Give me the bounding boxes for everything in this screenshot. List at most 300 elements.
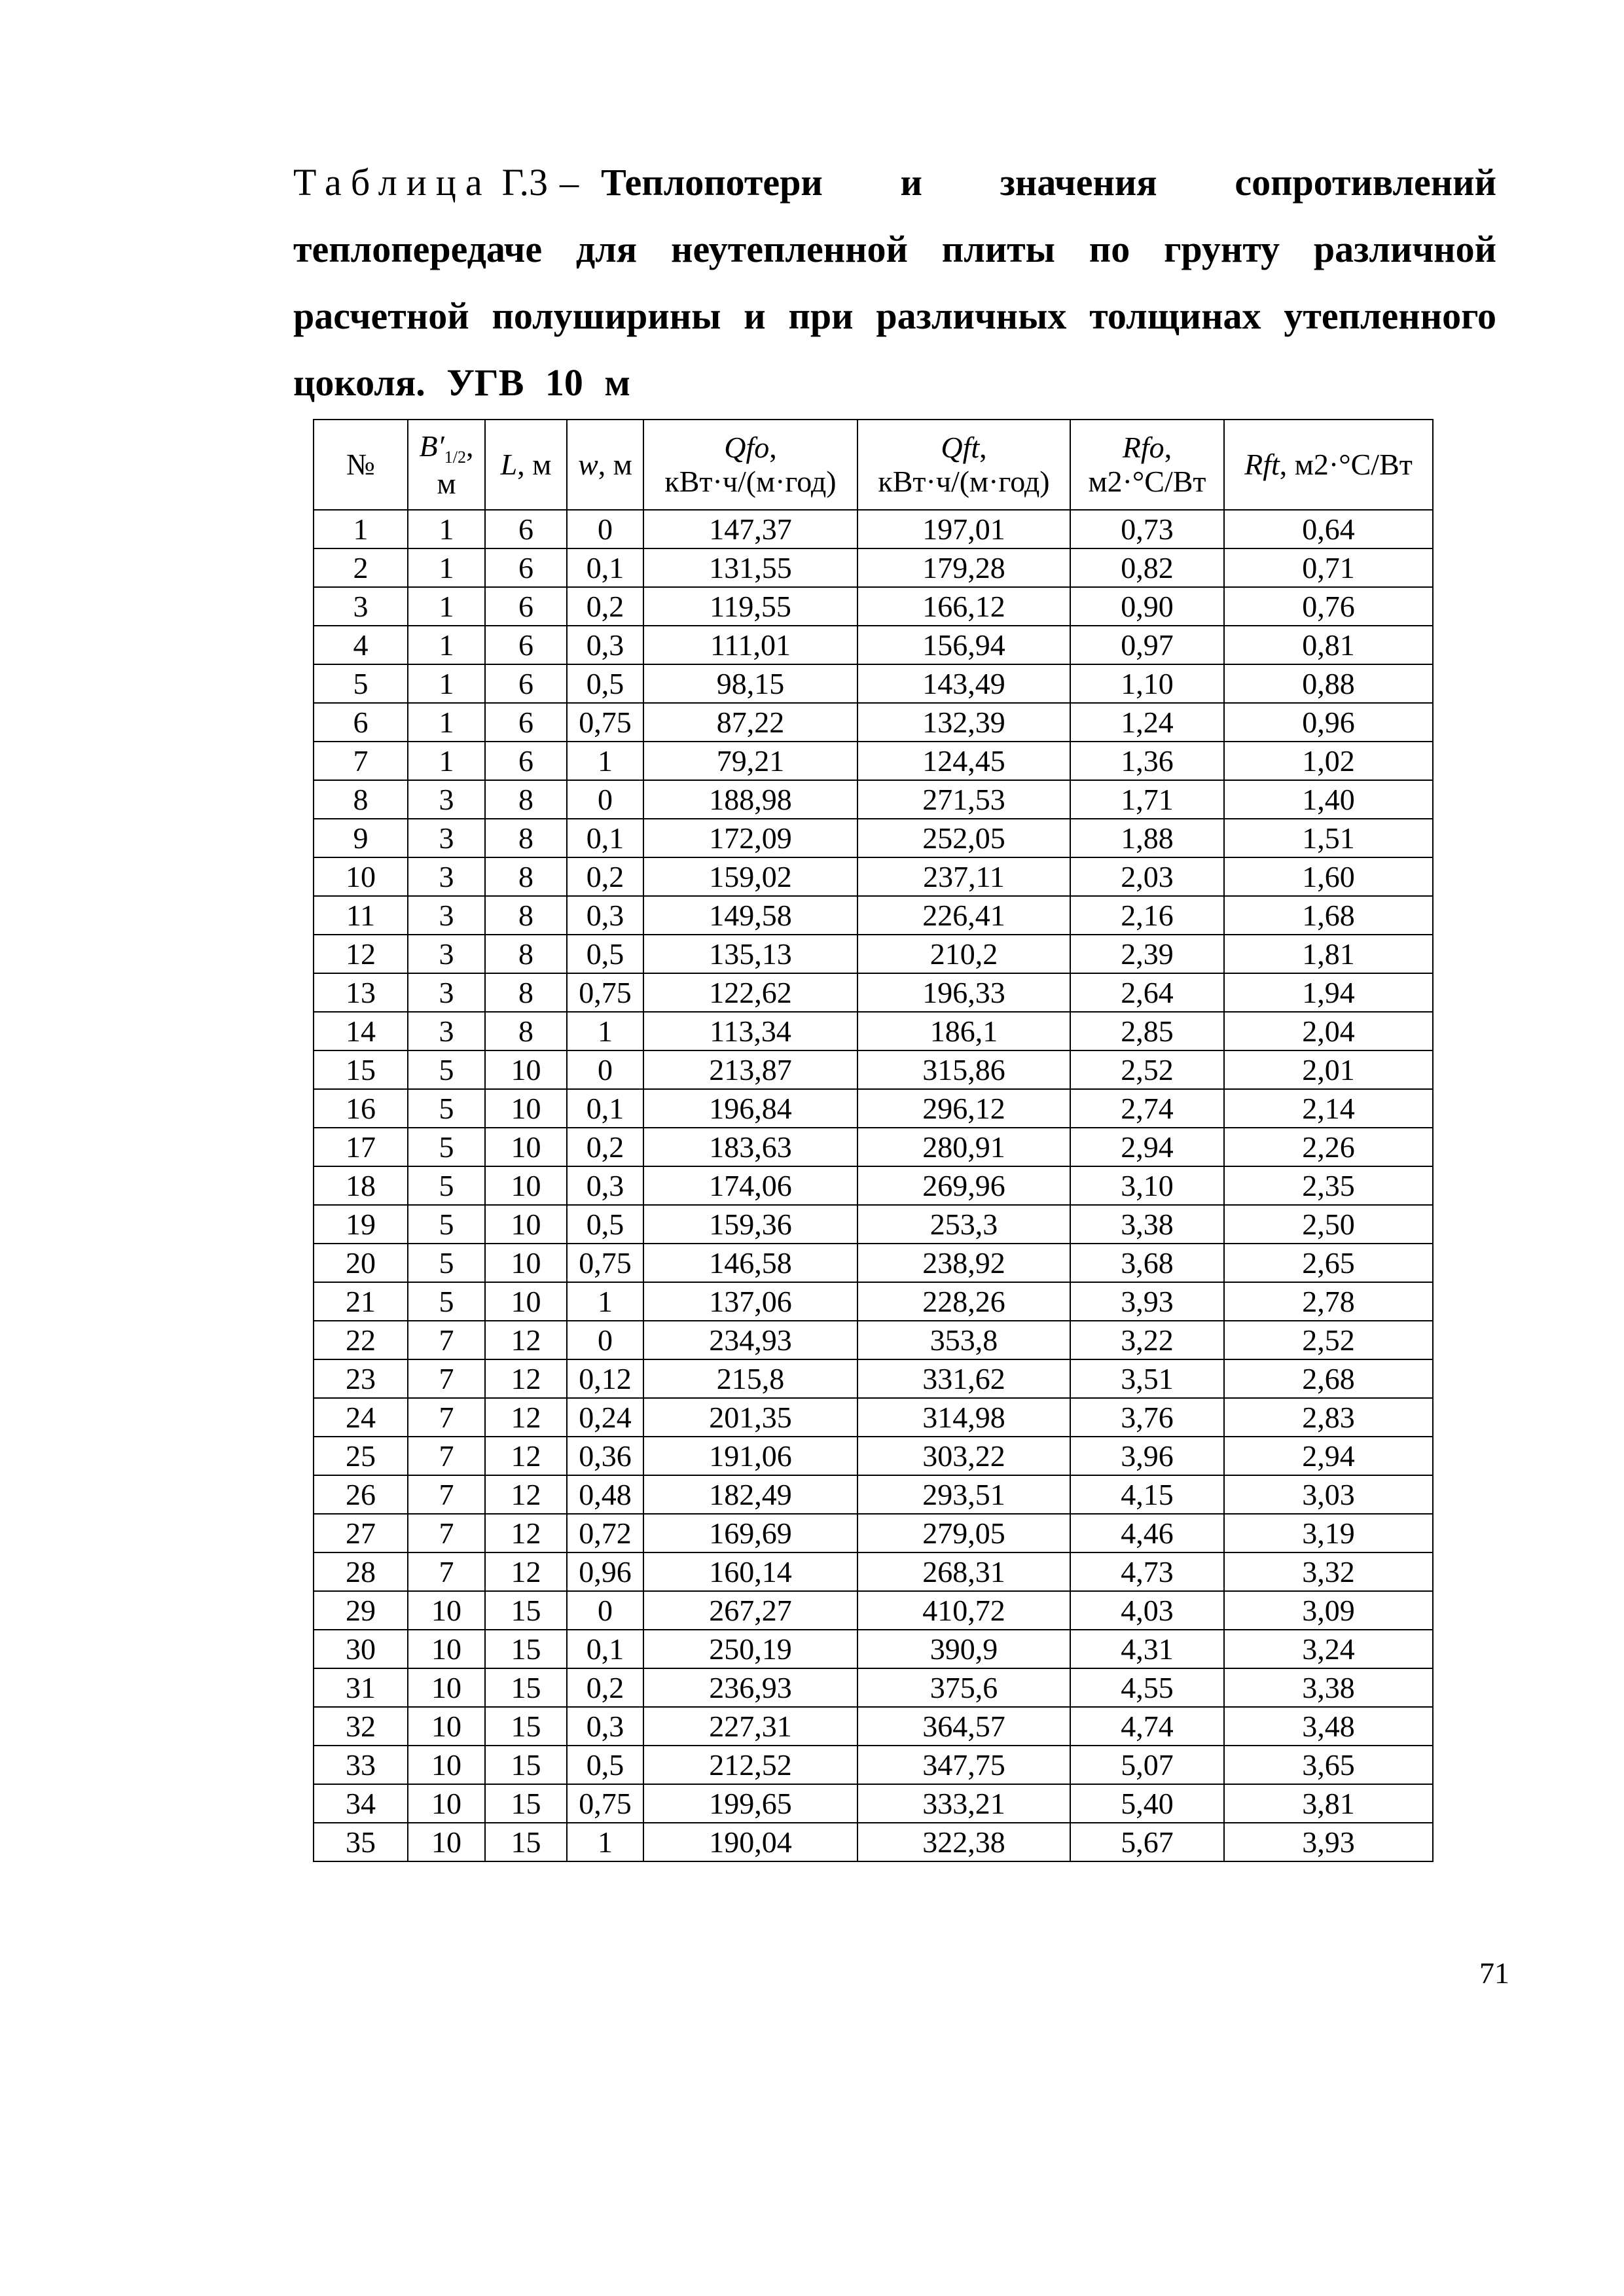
- table-cell: 7: [314, 742, 408, 780]
- table-cell: 10: [485, 1089, 567, 1128]
- table-cell: 5: [408, 1282, 485, 1321]
- table-cell: 0,5: [567, 1746, 643, 1784]
- table-cell: 3,38: [1224, 1668, 1433, 1707]
- table-cell: 0: [567, 780, 643, 819]
- table-cell: 12: [485, 1475, 567, 1514]
- table-cell: 3,96: [1070, 1437, 1224, 1475]
- table-cell: 7: [408, 1398, 485, 1437]
- table-cell: 0: [567, 1321, 643, 1359]
- table-cell: 4,55: [1070, 1668, 1224, 1707]
- table-cell: 3,10: [1070, 1166, 1224, 1205]
- table-cell: 11: [314, 896, 408, 935]
- table-cell: 1,02: [1224, 742, 1433, 780]
- table-cell: 2,52: [1224, 1321, 1433, 1359]
- table-cell: 10: [408, 1784, 485, 1823]
- table-cell: 135,13: [643, 935, 857, 973]
- table-cell: 6: [314, 703, 408, 742]
- table-cell: 0,75: [567, 703, 643, 742]
- table-cell: 119,55: [643, 587, 857, 626]
- table-row: [314, 973, 1433, 1012]
- table-cell: 236,93: [643, 1668, 857, 1707]
- table-cell: 353,8: [857, 1321, 1070, 1359]
- header-rfo: Rfo, м2·°С/Вт: [1070, 420, 1224, 510]
- table-cell: 87,22: [643, 703, 857, 742]
- table-row: [314, 1591, 1433, 1630]
- table-cell: 0,1: [567, 1089, 643, 1128]
- table-cell: 18: [314, 1166, 408, 1205]
- table-cell: 234,93: [643, 1321, 857, 1359]
- table-cell: 10: [408, 1823, 485, 1861]
- table-cell: 0,5: [567, 664, 643, 703]
- table-cell: 2,64: [1070, 973, 1224, 1012]
- table-cell: 2,01: [1224, 1050, 1433, 1089]
- header-length: L, м: [485, 420, 567, 510]
- table-cell: 0,2: [567, 587, 643, 626]
- table-cell: 8: [485, 819, 567, 857]
- table-cell: 250,19: [643, 1630, 857, 1668]
- table-cell: 252,05: [857, 819, 1070, 857]
- table-cell: 5: [408, 1089, 485, 1128]
- caption-dash: –: [560, 161, 579, 204]
- table-cell: 1,36: [1070, 742, 1224, 780]
- table-cell: 9: [314, 819, 408, 857]
- table-cell: 1,68: [1224, 896, 1433, 935]
- table-cell: 212,52: [643, 1746, 857, 1784]
- table-cell: 20: [314, 1244, 408, 1282]
- table-cell: 16: [314, 1089, 408, 1128]
- table-cell: 159,02: [643, 857, 857, 896]
- table-cell: 6: [485, 742, 567, 780]
- table-cell: 3,93: [1224, 1823, 1433, 1861]
- table-cell: 8: [485, 1012, 567, 1050]
- table-cell: 0,2: [567, 1128, 643, 1166]
- table-cell: 0,24: [567, 1398, 643, 1437]
- table-row: [314, 1012, 1433, 1050]
- table-cell: 2,68: [1224, 1359, 1433, 1398]
- table-cell: 5: [408, 1050, 485, 1089]
- table-cell: 268,31: [857, 1552, 1070, 1591]
- table-cell: 15: [485, 1823, 567, 1861]
- table-cell: 293,51: [857, 1475, 1070, 1514]
- table-cell: 10: [485, 1128, 567, 1166]
- table-cell: 3: [408, 973, 485, 1012]
- table-cell: 269,96: [857, 1166, 1070, 1205]
- table-cell: 8: [485, 896, 567, 935]
- table-cell: 15: [485, 1591, 567, 1630]
- table-cell: 2,83: [1224, 1398, 1433, 1437]
- table-cell: 3,81: [1224, 1784, 1433, 1823]
- table-cell: 0,5: [567, 935, 643, 973]
- table-cell: 10: [485, 1050, 567, 1089]
- header-rft: Rft, м2·°С/Вт: [1224, 420, 1433, 510]
- table-cell: 238,92: [857, 1244, 1070, 1282]
- table-cell: 2,78: [1224, 1282, 1433, 1321]
- table-cell: 1: [567, 1823, 643, 1861]
- table-row: [314, 896, 1433, 935]
- table-cell: 1: [408, 548, 485, 587]
- table-cell: 2,52: [1070, 1050, 1224, 1089]
- table-cell: 1,40: [1224, 780, 1433, 819]
- table-cell: 1,10: [1070, 664, 1224, 703]
- table-cell: 30: [314, 1630, 408, 1668]
- table-cell: 0,71: [1224, 548, 1433, 587]
- table-cell: 0,96: [1224, 703, 1433, 742]
- table-cell: 0,3: [567, 1166, 643, 1205]
- table-row: [314, 587, 1433, 626]
- table-cell: 159,36: [643, 1205, 857, 1244]
- table-cell: 190,04: [643, 1823, 857, 1861]
- table-row: [314, 1128, 1433, 1166]
- table-cell: 8: [314, 780, 408, 819]
- table-cell: 34: [314, 1784, 408, 1823]
- table-cell: 24: [314, 1398, 408, 1437]
- table-cell: 6: [485, 510, 567, 548]
- table-cell: 0,48: [567, 1475, 643, 1514]
- table-cell: 15: [314, 1050, 408, 1089]
- table-cell: 1,94: [1224, 973, 1433, 1012]
- table-cell: 122,62: [643, 973, 857, 1012]
- table-cell: 4,15: [1070, 1475, 1224, 1514]
- table-cell: 156,94: [857, 626, 1070, 664]
- table-cell: 15: [485, 1784, 567, 1823]
- table-cell: 3,38: [1070, 1205, 1224, 1244]
- table-cell: 364,57: [857, 1707, 1070, 1746]
- table-cell: 2,26: [1224, 1128, 1433, 1166]
- table-cell: 3,48: [1224, 1707, 1433, 1746]
- table-cell: 10: [485, 1244, 567, 1282]
- table-cell: 199,65: [643, 1784, 857, 1823]
- table-row: [314, 1823, 1433, 1861]
- header-qft: Qft, кВт·ч/(м·год): [857, 420, 1070, 510]
- table-cell: 0,97: [1070, 626, 1224, 664]
- table-cell: 0: [567, 510, 643, 548]
- table-cell: 0,88: [1224, 664, 1433, 703]
- table-cell: 2,39: [1070, 935, 1224, 973]
- table-cell: 8: [485, 780, 567, 819]
- table-cell: 3: [408, 780, 485, 819]
- table-cell: 14: [314, 1012, 408, 1050]
- table-cell: 2: [314, 548, 408, 587]
- table-cell: 0,75: [567, 1784, 643, 1823]
- table-cell: 4,73: [1070, 1552, 1224, 1591]
- table-cell: 8: [485, 935, 567, 973]
- table-cell: 146,58: [643, 1244, 857, 1282]
- table-cell: 2,94: [1224, 1437, 1433, 1475]
- table-row: [314, 1552, 1433, 1591]
- table-row: [314, 1746, 1433, 1784]
- page-number: 71: [1479, 1956, 1509, 1990]
- table-cell: 3,22: [1070, 1321, 1224, 1359]
- table-row: [314, 1282, 1433, 1321]
- table-cell: 8: [485, 857, 567, 896]
- table-row: [314, 548, 1433, 587]
- table-cell: 166,12: [857, 587, 1070, 626]
- table-row: [314, 1437, 1433, 1475]
- table-cell: 1: [567, 742, 643, 780]
- table-cell: 0,76: [1224, 587, 1433, 626]
- table-cell: 3,19: [1224, 1514, 1433, 1552]
- table-cell: 26: [314, 1475, 408, 1514]
- table-cell: 6: [485, 587, 567, 626]
- table-cell: 2,65: [1224, 1244, 1433, 1282]
- header-row: [314, 420, 1433, 510]
- table-cell: 23: [314, 1359, 408, 1398]
- table-cell: 8: [485, 973, 567, 1012]
- table-row: [314, 935, 1433, 973]
- table-row: [314, 1244, 1433, 1282]
- table-cell: 2,03: [1070, 857, 1224, 896]
- table-cell: 210,2: [857, 935, 1070, 973]
- table-cell: 143,49: [857, 664, 1070, 703]
- table-cell: 7: [408, 1475, 485, 1514]
- table-cell: 160,14: [643, 1552, 857, 1591]
- table-cell: 27: [314, 1514, 408, 1552]
- table-row: [314, 1050, 1433, 1089]
- table-cell: 137,06: [643, 1282, 857, 1321]
- table-cell: 7: [408, 1514, 485, 1552]
- table-cell: 0: [567, 1050, 643, 1089]
- table-cell: 113,34: [643, 1012, 857, 1050]
- header-half-width: $B'_{1/2}$, м: [408, 420, 485, 510]
- table-cell: 3,32: [1224, 1552, 1433, 1591]
- table-cell: 0,3: [567, 1707, 643, 1746]
- table-cell: 1: [314, 510, 408, 548]
- table-cell: 303,22: [857, 1437, 1070, 1475]
- table-cell: 174,06: [643, 1166, 857, 1205]
- table-cell: 10: [408, 1746, 485, 1784]
- table-cell: 131,55: [643, 548, 857, 587]
- table-cell: 111,01: [643, 626, 857, 664]
- table-cell: 5: [408, 1166, 485, 1205]
- table-cell: 196,33: [857, 973, 1070, 1012]
- table-cell: 7: [408, 1437, 485, 1475]
- table-cell: 0,82: [1070, 548, 1224, 587]
- table-cell: 21: [314, 1282, 408, 1321]
- table-cell: 10: [485, 1166, 567, 1205]
- table-cell: 3,65: [1224, 1746, 1433, 1784]
- caption-number: Г.3: [501, 161, 549, 204]
- table-cell: 15: [485, 1668, 567, 1707]
- table-cell: 1: [408, 703, 485, 742]
- table-cell: 3,03: [1224, 1475, 1433, 1514]
- table-cell: 12: [485, 1437, 567, 1475]
- table-cell: 0,96: [567, 1552, 643, 1591]
- table-cell: 6: [485, 703, 567, 742]
- table-row: [314, 1707, 1433, 1746]
- table-row: [314, 626, 1433, 664]
- table-cell: 12: [485, 1359, 567, 1398]
- table-cell: 10: [408, 1707, 485, 1746]
- table-cell: 28: [314, 1552, 408, 1591]
- table-cell: 0,90: [1070, 587, 1224, 626]
- table-cell: 0,3: [567, 896, 643, 935]
- table-cell: 4,46: [1070, 1514, 1224, 1552]
- table-cell: 271,53: [857, 780, 1070, 819]
- table-row: [314, 1514, 1433, 1552]
- table-cell: 0,1: [567, 819, 643, 857]
- table-cell: 15: [485, 1630, 567, 1668]
- header-width: w, м: [567, 420, 643, 510]
- table-row: [314, 1166, 1433, 1205]
- table-cell: 124,45: [857, 742, 1070, 780]
- table-body: [314, 510, 1433, 1861]
- table-cell: 6: [485, 548, 567, 587]
- table-cell: 347,75: [857, 1746, 1070, 1784]
- table-cell: 3: [408, 896, 485, 935]
- table-cell: 390,9: [857, 1630, 1070, 1668]
- table-cell: 3,68: [1070, 1244, 1224, 1282]
- table-cell: 3,09: [1224, 1591, 1433, 1630]
- table-cell: 2,94: [1070, 1128, 1224, 1166]
- table-cell: 0: [567, 1591, 643, 1630]
- table-cell: 169,69: [643, 1514, 857, 1552]
- table-cell: 33: [314, 1746, 408, 1784]
- table-cell: 253,3: [857, 1205, 1070, 1244]
- table-cell: 5,40: [1070, 1784, 1224, 1823]
- table-row: [314, 703, 1433, 742]
- table-cell: 227,31: [643, 1707, 857, 1746]
- table-cell: 183,63: [643, 1128, 857, 1166]
- table-cell: 2,04: [1224, 1012, 1433, 1050]
- table-cell: 1,24: [1070, 703, 1224, 742]
- table-cell: 2,16: [1070, 896, 1224, 935]
- table-cell: 188,98: [643, 780, 857, 819]
- table-cell: 186,1: [857, 1012, 1070, 1050]
- table-cell: 333,21: [857, 1784, 1070, 1823]
- table-cell: 29: [314, 1591, 408, 1630]
- table-cell: 213,87: [643, 1050, 857, 1089]
- table-cell: 314,98: [857, 1398, 1070, 1437]
- table-row: [314, 1475, 1433, 1514]
- table-cell: 2,85: [1070, 1012, 1224, 1050]
- table-cell: 3: [408, 857, 485, 896]
- table-cell: 280,91: [857, 1128, 1070, 1166]
- table-cell: 375,6: [857, 1668, 1070, 1707]
- header-number: №: [314, 420, 408, 510]
- table-cell: 197,01: [857, 510, 1070, 548]
- table-cell: 4,31: [1070, 1630, 1224, 1668]
- table-cell: 0,12: [567, 1359, 643, 1398]
- table-cell: 1,88: [1070, 819, 1224, 857]
- table-row: [314, 1205, 1433, 1244]
- table-cell: 2,50: [1224, 1205, 1433, 1244]
- table-cell: 12: [485, 1552, 567, 1591]
- table-cell: 0,1: [567, 1630, 643, 1668]
- table-cell: 1,51: [1224, 819, 1433, 857]
- table-cell: 1,81: [1224, 935, 1433, 973]
- table-cell: 13: [314, 973, 408, 1012]
- caption-title: Теплопотери и значения сопротивлений теплопередаче для неутепленной плиты по грунту различной расчетной полуширины и при различных толщинах утепленного цоколя. УГВ 10 м: [293, 161, 1496, 404]
- table-cell: 331,62: [857, 1359, 1070, 1398]
- table-cell: 1: [408, 510, 485, 548]
- table-row: [314, 1089, 1433, 1128]
- table-row: [314, 664, 1433, 703]
- table-cell: 5: [314, 664, 408, 703]
- table-cell: 0,2: [567, 857, 643, 896]
- table-cell: 5: [408, 1128, 485, 1166]
- table-row: [314, 510, 1433, 548]
- table-cell: 1: [408, 626, 485, 664]
- table-cell: 172,09: [643, 819, 857, 857]
- table-cell: 10: [314, 857, 408, 896]
- table-cell: 1,71: [1070, 780, 1224, 819]
- table-cell: 19: [314, 1205, 408, 1244]
- table-cell: 25: [314, 1437, 408, 1475]
- table-cell: 1: [408, 587, 485, 626]
- table-cell: 2,14: [1224, 1089, 1433, 1128]
- table-cell: 4,03: [1070, 1591, 1224, 1630]
- table-cell: 15: [485, 1746, 567, 1784]
- table-cell: 3,76: [1070, 1398, 1224, 1437]
- table-cell: 226,41: [857, 896, 1070, 935]
- table-cell: 1,60: [1224, 857, 1433, 896]
- table-cell: 0,81: [1224, 626, 1433, 664]
- table-cell: 12: [485, 1398, 567, 1437]
- table-cell: 12: [485, 1514, 567, 1552]
- table-cell: 35: [314, 1823, 408, 1861]
- table-cell: 0,75: [567, 973, 643, 1012]
- table-cell: 12: [485, 1321, 567, 1359]
- table-cell: 4: [314, 626, 408, 664]
- table-cell: 149,58: [643, 896, 857, 935]
- table-cell: 4,74: [1070, 1707, 1224, 1746]
- header-qfo: Qfo, кВт·ч/(м·год): [643, 420, 857, 510]
- table-row: [314, 1359, 1433, 1398]
- table-cell: 315,86: [857, 1050, 1070, 1089]
- table-cell: 17: [314, 1128, 408, 1166]
- table-cell: 1: [567, 1012, 643, 1050]
- table-cell: 191,06: [643, 1437, 857, 1475]
- heat-loss-table: [313, 419, 1434, 1862]
- table-cell: 10: [485, 1205, 567, 1244]
- table-cell: 0,64: [1224, 510, 1433, 548]
- table-row: [314, 742, 1433, 780]
- table-cell: 0,73: [1070, 510, 1224, 548]
- table-cell: 3,24: [1224, 1630, 1433, 1668]
- table-cell: 0,5: [567, 1205, 643, 1244]
- table-cell: 296,12: [857, 1089, 1070, 1128]
- table-cell: 147,37: [643, 510, 857, 548]
- table-cell: 79,21: [643, 742, 857, 780]
- table-cell: 0,2: [567, 1668, 643, 1707]
- table-cell: 182,49: [643, 1475, 857, 1514]
- table-cell: 2,74: [1070, 1089, 1224, 1128]
- table-cell: 6: [485, 626, 567, 664]
- table-cell: 0,72: [567, 1514, 643, 1552]
- table-cell: 3: [408, 819, 485, 857]
- table-cell: 6: [485, 664, 567, 703]
- table-cell: 1: [408, 664, 485, 703]
- table-row: [314, 1321, 1433, 1359]
- table-cell: 1: [567, 1282, 643, 1321]
- table-cell: 31: [314, 1668, 408, 1707]
- table-cell: 3: [314, 587, 408, 626]
- table-cell: 267,27: [643, 1591, 857, 1630]
- table-cell: 3: [408, 935, 485, 973]
- table-row: [314, 1398, 1433, 1437]
- table-cell: 215,8: [643, 1359, 857, 1398]
- table-cell: 0,36: [567, 1437, 643, 1475]
- table-row: [314, 1784, 1433, 1823]
- table-cell: 0,1: [567, 548, 643, 587]
- table-cell: 98,15: [643, 664, 857, 703]
- table-cell: 3,93: [1070, 1282, 1224, 1321]
- table-cell: 196,84: [643, 1089, 857, 1128]
- table-cell: 5: [408, 1205, 485, 1244]
- table-cell: 410,72: [857, 1591, 1070, 1630]
- table-row: [314, 1630, 1433, 1668]
- table-cell: 237,11: [857, 857, 1070, 896]
